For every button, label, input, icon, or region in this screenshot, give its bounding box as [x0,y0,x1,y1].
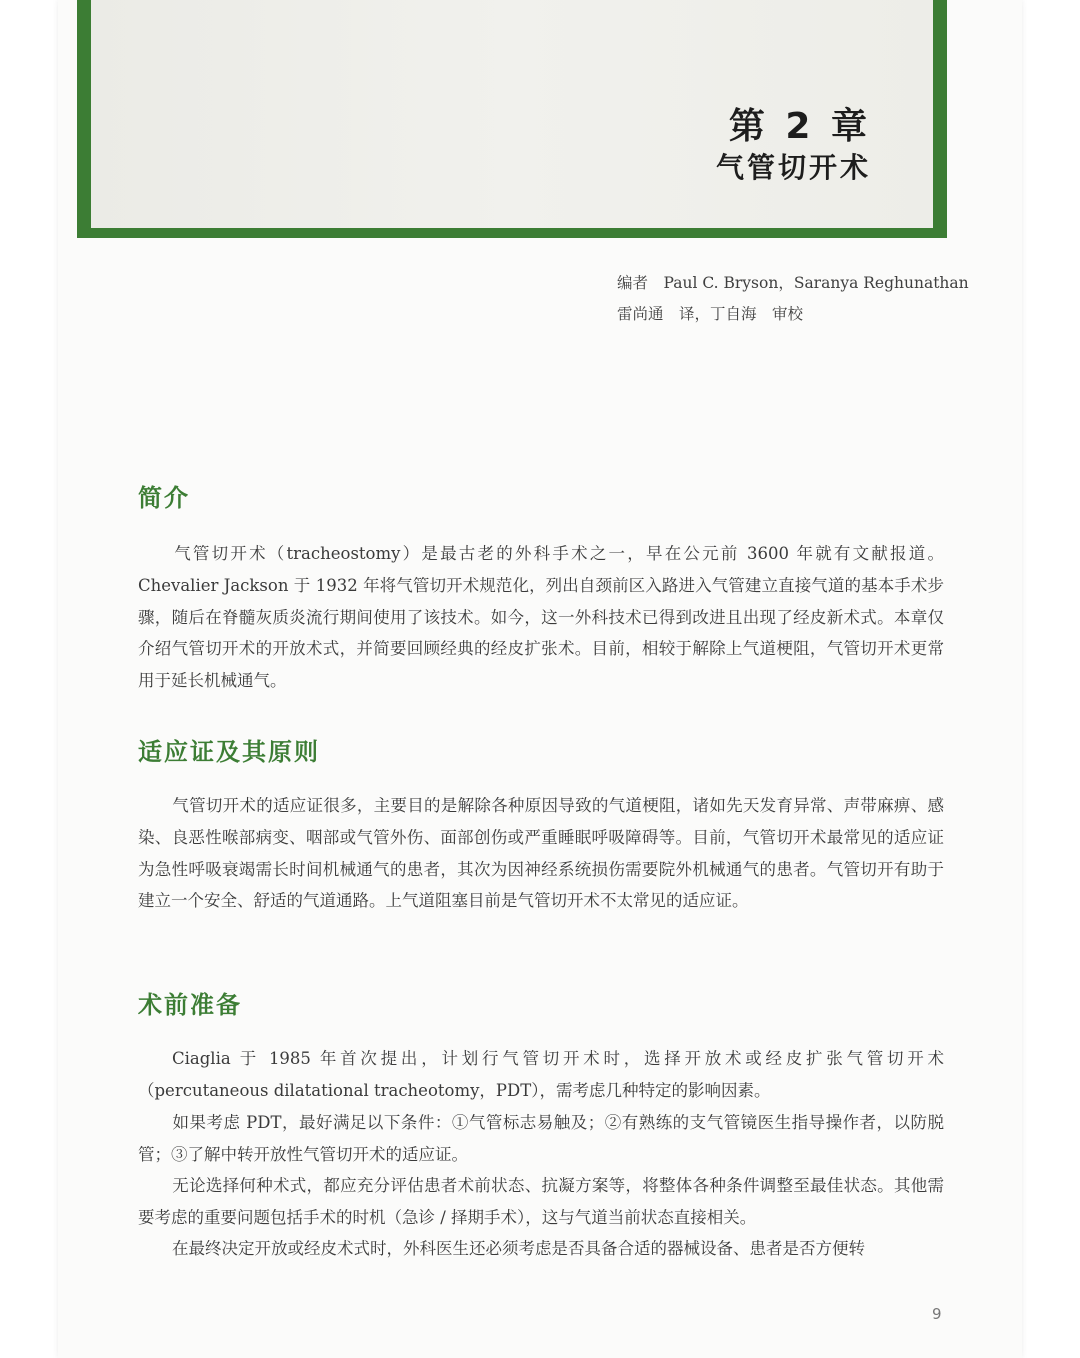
chapter-title: 气管切开术 [715,151,871,184]
paragraph-text: 气管切开术（tracheostomy）是最古老的外科手术之一，早在公元前 3600 年就有文献报道。Chevalier Jackson 于 1932 年将气管切开术规范化，列出自颈前区入路进入气管建立直接气道的基本手术步骤，随后在脊髓灰质炎流行期间使用了该技术。如今，这一外科技术已得到改进且出现了经皮新术式。本章仅介绍气管切开术的开放术式，并简要回顾经典的经皮扩张术。目前，相较于解除上气道梗阻，气管切开术更常用于延长机械通气。 [138,544,944,691]
paragraph-text: 气管切开术的适应证很多，主要目的是解除各种原因导致的气道梗阻，诸如先天发育异常、声带麻痹、感染、良恶性喉部病变、咽部或气管外伤、面部创伤或严重睡眠呼吸障碍等。目前，气管切开术最常见的适应证为急性呼吸衰竭需长时间机械通气的患者，其次为因神经系统损伤需要院外机械通气的患者。气管切开有助于建立一个安全、舒适的气道通路。上气道阻塞目前是气管切开术不太常见的适应证。 [138,796,944,911]
translator-line: 雷尚通 译，丁自海 审校 [617,305,804,323]
paragraph-text: 无论选择何种术式，都应充分评估患者术前状态、抗凝方案等，将整体各种条件调整至最佳状态。其他需要考虑的重要问题包括手术的时机（急诊 / 择期手术），这与气道当前状态直接相关。 [138,1176,944,1227]
section-title-preparation: 术前准备 [138,991,242,1019]
author-credits [617,268,969,330]
paragraph [138,1107,944,1171]
section-title-intro: 简介 [138,484,190,512]
paragraph [138,1233,944,1265]
chapter-number: 第 2 章 [728,106,871,147]
author-line: 编者 Paul C. Bryson，Saranya Reghunathan [617,274,969,292]
paragraph [138,790,944,917]
paragraph [138,1043,944,1107]
page-number: 9 [932,1305,942,1323]
paragraph [138,1170,944,1234]
paragraph-text: 在最终决定开放或经皮术式时，外科医生还必须考虑是否具备合适的器械设备、患者是否方便转 [172,1239,865,1258]
section-title-indications: 适应证及其原则 [138,738,320,766]
paragraph-text: Ciaglia 于 1985 年首次提出，计划行气管切开术时，选择开放术或经皮扩张气管切开术（percutaneous dilatational tracheotomy，PDT），需考虑几种特定的影响因素。 [138,1049,944,1100]
paragraph-text: 如果考虑 PDT，最好满足以下条件：①气管标志易触及；②有熟练的支气管镜医生指导操作者，以防脱管；③了解中转开放性气管切开术的适应证。 [138,1113,944,1164]
paragraph [138,538,944,697]
chapter-header-band [77,0,947,238]
